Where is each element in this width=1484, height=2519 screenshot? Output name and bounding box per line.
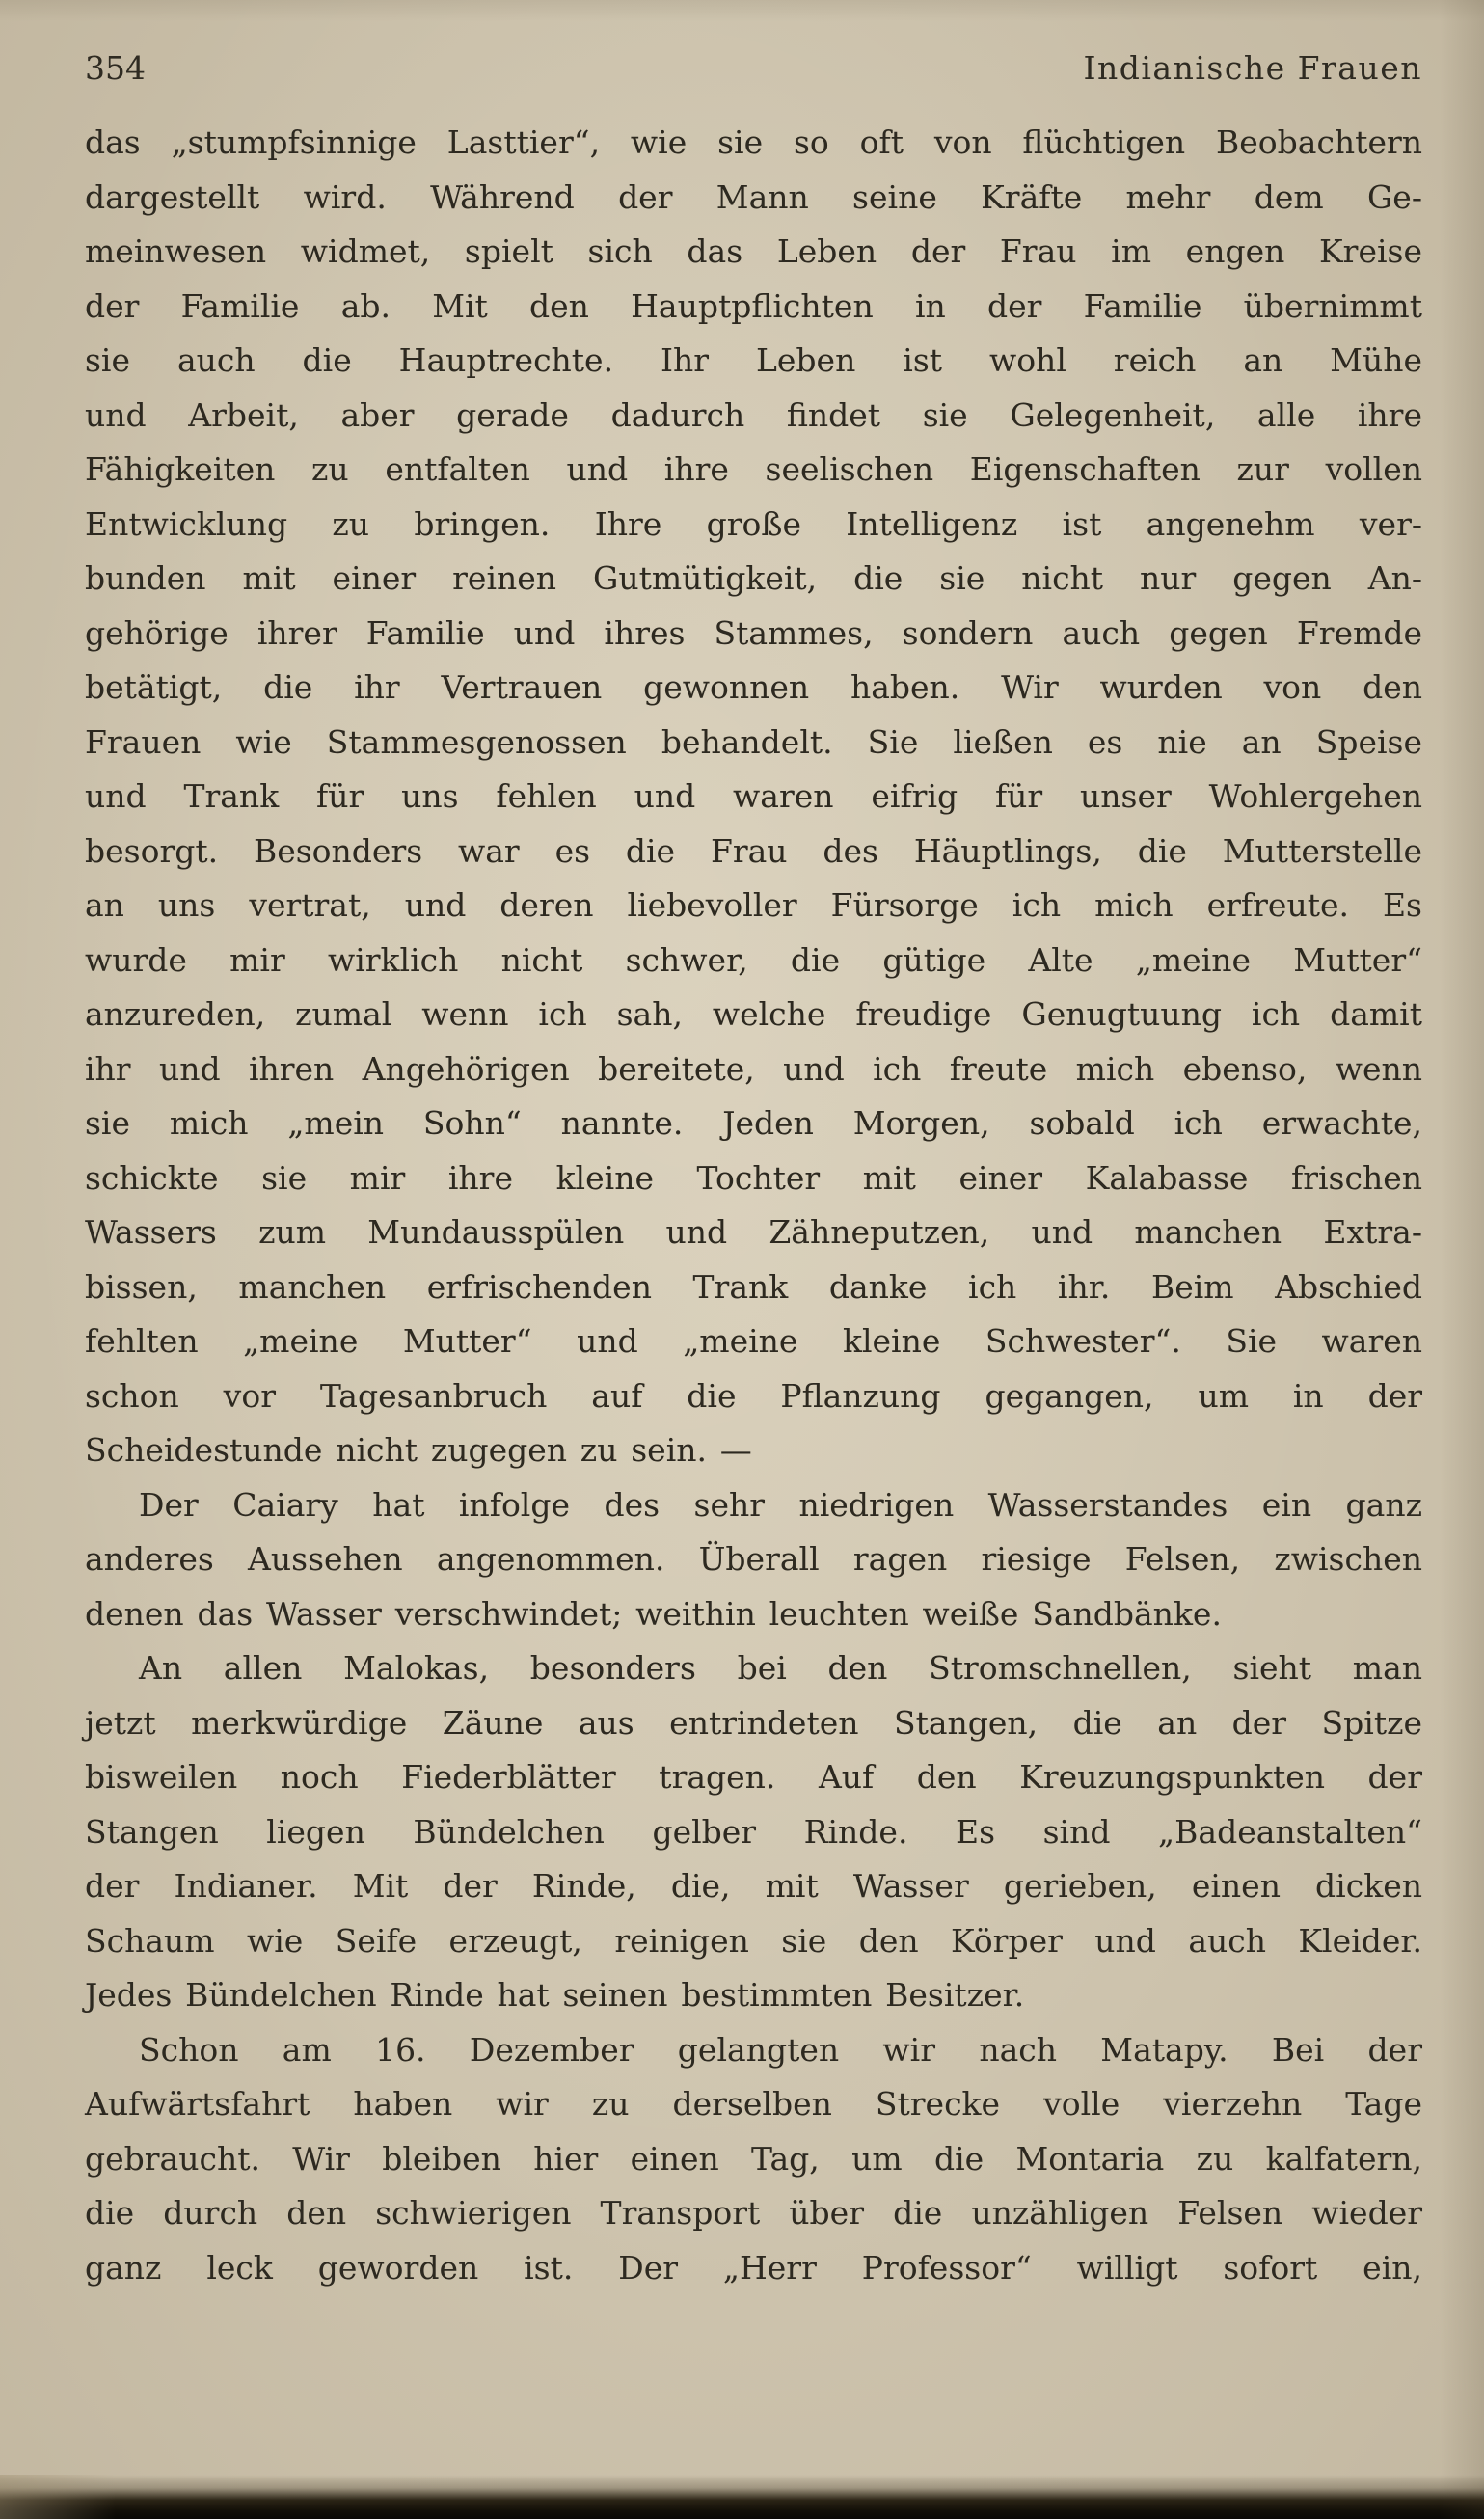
text-line: schon vor Tagesanbruch auf die Pflanzung gegangen, um in der [85, 1376, 1422, 1415]
text-line: gebraucht. Wir bleiben hier einen Tag, um die Montaria zu kalfatern, [85, 2139, 1422, 2178]
page-content [85, 48, 1422, 2295]
text-line: Jedes Bündelchen Rinde hat seinen bestimmten Besitzer. [85, 1976, 1025, 2014]
text-line: der Indianer. Mit der Rinde, die, mit Wasser gerieben, einen dicken [85, 1867, 1422, 1905]
text-line: jetzt merkwürdige Zäune aus entrindeten Stangen, die an der Spitze [85, 1703, 1422, 1742]
text-line: Fähigkeiten zu entfalten und ihre seelischen Eigenschaften zur vollen [85, 450, 1422, 488]
text-line: ihr und ihren Angehörigen bereitete, und ich freute mich ebenso, wenn [85, 1049, 1422, 1088]
text-line: Schaum wie Seife erzeugt, reinigen sie den Körper und auch Kleider. [85, 1921, 1422, 1960]
text-line: gehörige ihrer Familie und ihres Stammes, sondern auch gegen Fremde [85, 613, 1422, 652]
page-number: 354 [85, 49, 146, 87]
text-line: dargestellt wird. Während der Mann seine Kräfte mehr dem Ge- [85, 177, 1422, 216]
text-line: die durch den schwierigen Transport über die unzähligen Felsen wieder [85, 2194, 1422, 2232]
text-line: sie mich „mein Sohn“ nannte. Jeden Morgen, sobald ich erwachte, [85, 1104, 1422, 1142]
text-line: Scheidestunde nicht zugegen zu sein. — [85, 1431, 752, 1469]
paragraph [85, 1478, 1422, 1642]
text-line: anderes Aussehen angenommen. Überall ragen riesige Felsen, zwischen [85, 1540, 1422, 1578]
text-line: der Familie ab. Mit den Hauptpflichten in der Familie übernimmt [85, 286, 1422, 325]
text-line: und Arbeit, aber gerade dadurch findet sie Gelegenheit, alle ihre [85, 395, 1422, 434]
running-header [85, 48, 1422, 89]
text-line: Der Caiary hat infolge des sehr niedrigen Wasserstandes ein ganz [139, 1485, 1422, 1524]
text-line: und Trank für uns fehlen und waren eifrig für unser Wohlergehen [85, 777, 1422, 815]
text-line: Frauen wie Stammesgenossen behandelt. Sie ließen es nie an Speise [85, 722, 1422, 761]
text-line: betätigt, die ihr Vertrauen gewonnen haben. Wir wurden von den [85, 668, 1422, 706]
text-line: bissen, manchen erfrischenden Trank danke ich ihr. Beim Abschied [85, 1267, 1422, 1306]
text-line: besorgt. Besonders war es die Frau des Häuptlings, die Mutterstelle [85, 831, 1422, 870]
paragraph [85, 116, 1422, 1478]
paragraph [85, 2023, 1422, 2296]
text-line: fehlten „meine Mutter“ und „meine kleine Schwester“. Sie waren [85, 1322, 1422, 1360]
text-line: sie auch die Hauptrechte. Ihr Leben ist wohl reich an Mühe [85, 341, 1422, 379]
book-edge-shadow [0, 2475, 1484, 2519]
text-line: bisweilen noch Fiederblätter tragen. Auf den Kreuzungspunkten der [85, 1758, 1422, 1796]
text-line: wurde mir wirklich nicht schwer, die gütige Alte „meine Mutter“ [85, 940, 1422, 979]
text-line: Wassers zum Mundausspülen und Zähneputzen, und manchen Extra- [85, 1213, 1422, 1251]
text-line: das „stumpfsinnige Lasttier“, wie sie so oft von flüchtigen Beobachtern [85, 123, 1422, 161]
text-line: Entwicklung zu bringen. Ihre große Intelligenz ist angenehm ver- [85, 504, 1422, 543]
text-line: Stangen liegen Bündelchen gelber Rinde. Es sind „Badeanstalten“ [85, 1812, 1422, 1851]
text-line: Aufwärtsfahrt haben wir zu derselben Strecke volle vierzehn Tage [85, 2085, 1422, 2123]
text-line: bunden mit einer reinen Gutmütigkeit, die sie nicht nur gegen An- [85, 559, 1422, 597]
text-line: Schon am 16. Dezember gelangten wir nach Matapy. Bei der [139, 2030, 1422, 2069]
page-corner-highlight [0, 2475, 116, 2519]
running-header-title: Indianische Frauen [1083, 49, 1422, 87]
text-line: meinwesen widmet, spielt sich das Leben der Frau im engen Kreise [85, 232, 1422, 270]
text-line: denen das Wasser verschwindet; weithin leuchten weiße Sandbänke. [85, 1594, 1222, 1633]
text-line: anzureden, zumal wenn ich sah, welche freudige Genugtuung ich damit [85, 995, 1422, 1033]
text-line: ganz leck geworden ist. Der „Herr Professor“ willigt sofort ein, [85, 2248, 1422, 2287]
paragraph [85, 1641, 1422, 2023]
text-block [85, 116, 1422, 2295]
text-line: an uns vertrat, und deren liebevoller Fürsorge ich mich erfreute. Es [85, 886, 1422, 924]
text-line: An allen Malokas, besonders bei den Stromschnellen, sieht man [139, 1649, 1422, 1687]
text-line: schickte sie mir ihre kleine Tochter mit einer Kalabasse frischen [85, 1158, 1422, 1197]
